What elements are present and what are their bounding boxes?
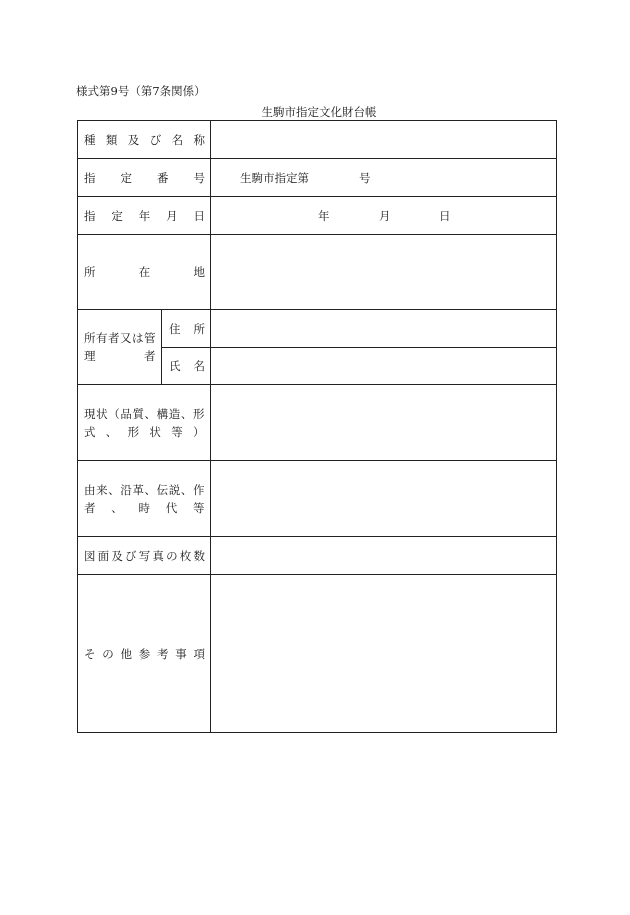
drawings-label: 図面及び写真の枚数 [78,537,211,575]
designation-number-field[interactable] [211,159,557,197]
row-owner-address [78,310,557,348]
designation-date-label: 指定年月日 [78,197,211,235]
owner-label: 所有者又は管理者 [78,310,162,385]
drawings-field[interactable] [211,537,557,575]
date-month-unit: 月 [379,208,391,223]
owner-address-label: 住所 [162,310,211,348]
current-state-field[interactable] [211,385,557,461]
designation-number-prefix: 生駒市指定第 [240,170,309,185]
owner-name-field[interactable] [211,348,557,385]
designation-number-label: 指定番号 [78,159,211,197]
form-number: 様式第9号（第7条関係） [76,84,206,98]
document-title: 生駒市指定文化財台帳 [261,105,377,119]
row-type-name [78,121,557,159]
history-label: 由来、沿革、伝説、作者、時代等 [78,461,211,537]
row-history [78,461,557,537]
row-current-state [78,385,557,461]
owner-name-label: 氏名 [162,348,211,385]
register-table [77,120,557,733]
owner-address-field[interactable] [211,310,557,348]
other-field[interactable] [211,575,557,733]
designation-date-field[interactable] [211,197,557,235]
date-day-unit: 日 [439,208,451,223]
row-designation-date [78,197,557,235]
current-state-label: 現状（品質、構造、形式、形状等） [78,385,211,461]
type-name-field[interactable] [211,121,557,159]
other-label: その他参考事項 [78,575,211,733]
row-other [78,575,557,733]
type-name-label: 種類及び名称 [78,121,211,159]
location-label: 所在地 [78,235,211,310]
designation-number-suffix: 号 [359,170,371,185]
location-field[interactable] [211,235,557,310]
history-field[interactable] [211,461,557,537]
date-year-unit: 年 [318,208,330,223]
row-drawings [78,537,557,575]
row-designation-number [78,159,557,197]
row-location [78,235,557,310]
